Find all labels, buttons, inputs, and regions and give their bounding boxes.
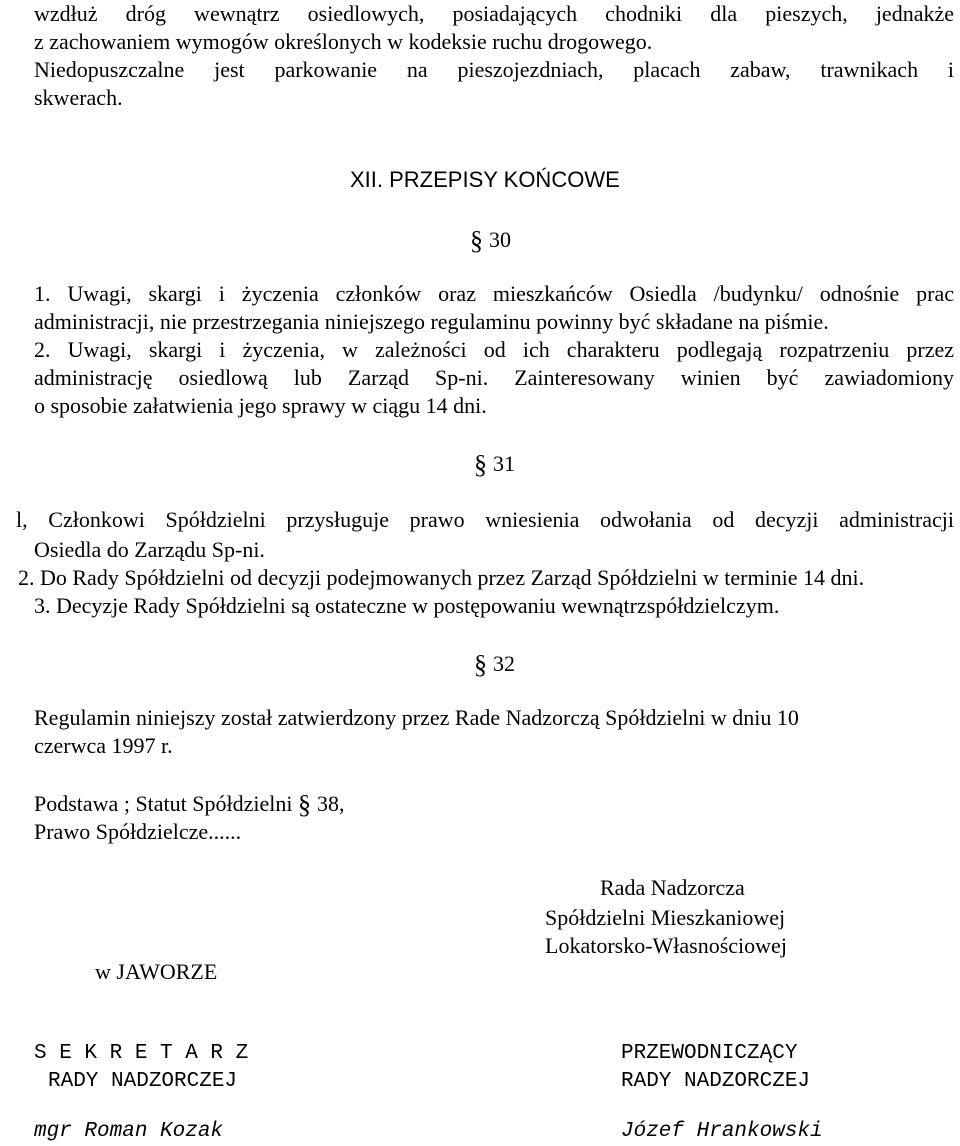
section-number: 30 xyxy=(489,227,511,252)
section-sign-icon: § xyxy=(474,650,487,679)
paragraph-line: 2. Uwagi, skargi i życzenia, w zależności od ich charakteru podlegają rozpatrzeniu przez xyxy=(34,337,954,362)
chairman-name: Józef Hrankowski xyxy=(621,1120,823,1143)
section-31-heading xyxy=(474,450,515,479)
chairman-body: RADY NADZORCZEJ xyxy=(621,1070,811,1093)
legal-basis-number: 38, xyxy=(317,791,345,816)
section-30-heading xyxy=(470,226,511,255)
paragraph-line: 1. Uwagi, skargi i życzenia członków oraz mieszkańców Osiedla /budynku/ odnośnie prac xyxy=(34,281,954,306)
section-number: 31 xyxy=(493,451,515,476)
paragraph-line: l, Członkowi Spółdzielni przysługuje prawo wniesienia odwołania od decyzji administracji xyxy=(16,507,954,532)
paragraph-line: Osiedla do Zarządu Sp-ni. xyxy=(34,537,265,562)
section-sign-icon: § xyxy=(470,226,483,255)
council-line: Spółdzielni Mieszkaniowej xyxy=(545,905,786,930)
paragraph-line: Regulamin niniejszy został zatwierdzony przez Rade Nadzorczą Spółdzielni w dniu 10 xyxy=(34,705,799,730)
location: w JAWORZE xyxy=(95,959,218,984)
secretary-title: S E K R E T A R Z xyxy=(34,1042,249,1065)
paragraph-line: administrację osiedlową lub Zarząd Sp-ni. Zainteresowany winien być zawiadomiony xyxy=(34,365,954,390)
section-32-heading xyxy=(474,650,515,679)
section-sign-icon: § xyxy=(474,450,487,479)
council-line: Rada Nadzorcza xyxy=(600,875,745,900)
paragraph-line: administracji, nie przestrzegania niniejszego regulaminu powinny być składane na piśmie. xyxy=(34,309,829,334)
paragraph-line: 3. Decyzje Rady Spółdzielni są ostateczne w postępowaniu wewnątrzspółdzielczym. xyxy=(34,593,780,618)
section-number: 32 xyxy=(493,651,515,676)
paragraph-line: wzdłuż dróg wewnątrz osiedlowych, posiadających chodniki dla pieszych, jednakże xyxy=(34,1,954,26)
paragraph-line: skwerach. xyxy=(34,85,123,110)
paragraph-line: 2. Do Rady Spółdzielni od decyzji podejmowanych przez Zarząd Spółdzielni w terminie 14 dni. xyxy=(18,565,865,590)
chapter-title: XII. PRZEPISY KOŃCOWE xyxy=(350,167,620,192)
council-line: Lokatorsko-Własnościowej xyxy=(545,933,787,958)
paragraph-line: z zachowaniem wymogów określonych w kodeksie ruchu drogowego. xyxy=(34,29,653,54)
paragraph-line: czerwca 1997 r. xyxy=(34,733,173,758)
chairman-title: PRZEWODNICZĄCY xyxy=(621,1042,798,1065)
legal-basis-line: Prawo Spółdzielcze...... xyxy=(34,819,242,844)
secretary-body: RADY NADZORCZEJ xyxy=(48,1070,238,1093)
legal-basis-line xyxy=(34,790,345,819)
secretary-name: mgr Roman Kozak xyxy=(34,1120,224,1143)
paragraph-line: o sposobie załatwienia jego sprawy w ciągu 14 dni. xyxy=(34,393,487,418)
section-sign-icon: § xyxy=(298,790,311,819)
paragraph-line: Niedopuszczalne jest parkowanie na pieszojezdniach, placach zabaw, trawnikach i xyxy=(34,57,954,82)
legal-basis-text: Podstawa ; Statut Spółdzielni xyxy=(34,791,293,816)
